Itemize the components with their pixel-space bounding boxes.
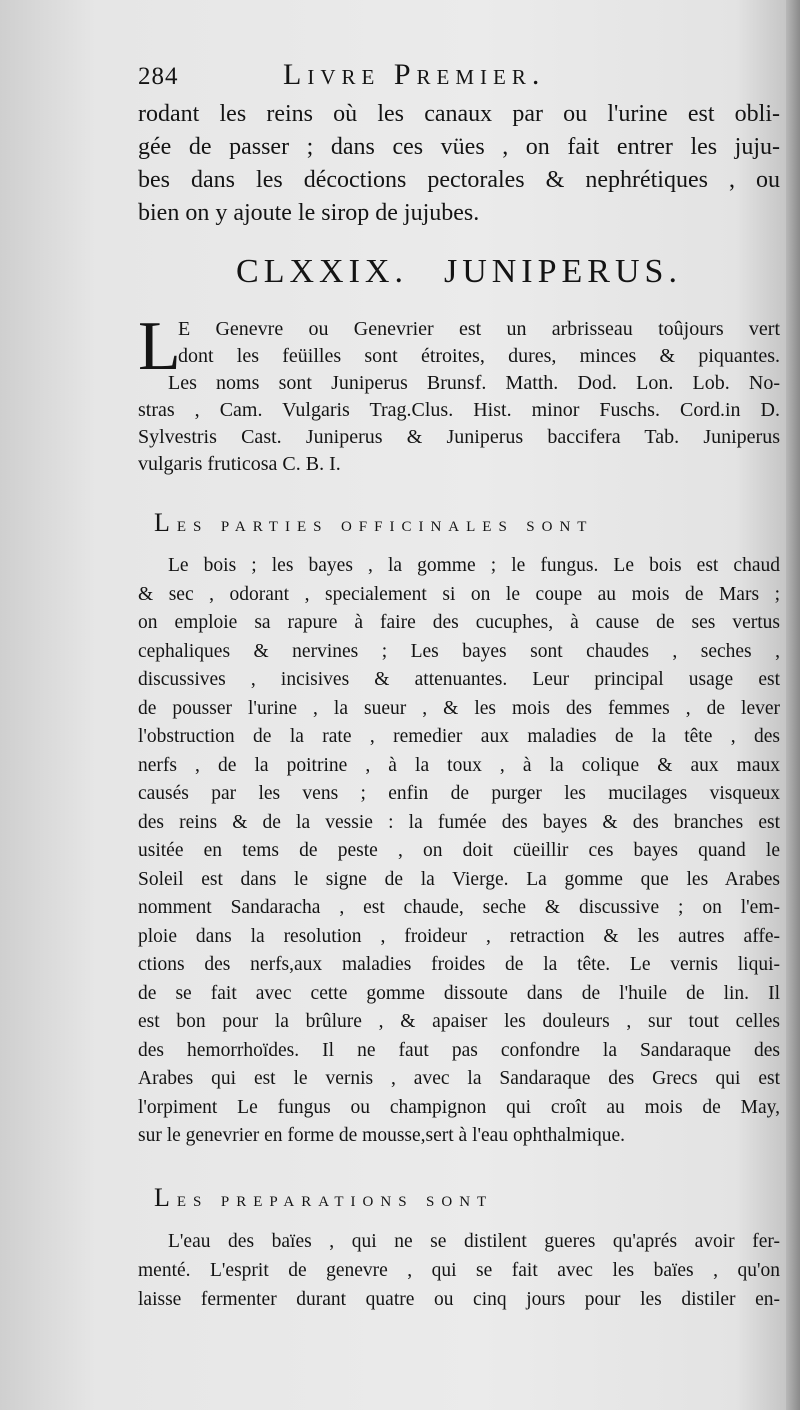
text-line: nomment Sandaracha , est chaude, seche & discussive ; on l'em-: [138, 897, 780, 918]
text-block: [138, 58, 780, 1314]
text-line: Sylvestris Cast. Juniperus & Juniperus baccifera Tab. Juniperus: [138, 426, 780, 448]
text-line: rodant les reins où les canaux par ou l'urine est obli-: [138, 101, 780, 127]
text-line: des reins & de la vessie : la fumée des bayes & des branches est: [138, 811, 780, 833]
chapter-number: CLXXIX.: [236, 253, 408, 290]
text-line: sur le genevrier en forme de mousse,sert à l'eau ophthalmique.: [138, 1125, 626, 1146]
section-heading: [138, 1169, 780, 1227]
section-heading-initial: L: [154, 1182, 177, 1212]
running-head: [138, 58, 780, 98]
section-heading-text: es parties officinales sont: [176, 511, 594, 536]
text-line: ploie dans la resolution , froideur , retraction & les autres affe-: [138, 925, 780, 947]
section-heading-initial: L: [154, 508, 177, 537]
text-line: menté. L'esprit de genevre , qui se fait avec les baïes , qu'on: [138, 1259, 780, 1281]
text-line: dont les feüilles sont étroites, dures, minces & piquantes.: [178, 345, 780, 367]
section-heading-text: es preparations sont: [176, 1185, 494, 1211]
description-paragraph: [138, 308, 780, 478]
text-line: discussives , incisives & attenuantes. Leur principal usage est: [138, 669, 780, 690]
text-line: L'eau des baïes , qui ne se distilent gueres qu'aprés avoir fer-: [168, 1230, 780, 1252]
page-edge-shadow: [786, 0, 800, 1410]
text-line: Soleil est dans le signe de la Vierge. La gomme que les Arabes: [138, 868, 780, 890]
text-line: E Genevre ou Genevrier est un arbrisseau toûjours vert: [178, 318, 780, 340]
text-line: on emploie sa rapure à faire des cucuphes, à cause de ses vertus: [138, 612, 780, 633]
text-line: cephaliques & nervines ; Les bayes sont chaudes , seches ,: [138, 640, 780, 662]
text-line: l'orpiment Le fungus ou champignon qui croît au mois de May,: [138, 1096, 780, 1118]
text-line: ctions des nerfs,aux maladies froides de la tête. Le vernis liqui-: [138, 954, 780, 975]
text-line: vulgaris fruticosa C. B. I.: [138, 453, 341, 475]
text-line: Le bois ; les bayes , la gomme ; le fungus. Le bois est chaud: [168, 555, 780, 576]
text-line: l'obstruction de la rate , remedier aux maladies de la tête , des: [138, 726, 780, 747]
text-line: bien on y ajoute le sirop de jujubes.: [138, 200, 480, 226]
text-line: gée de passer ; dans ces vües , on fait entrer les juju-: [138, 134, 780, 160]
text-line: de pousser l'urine , la sueur , & les mois des femmes , de lever: [138, 697, 780, 719]
intro-paragraph: [138, 98, 780, 230]
text-line: nerfs , de la poitrine , à la toux , à la colique & aux maux: [138, 754, 780, 776]
officinal-parts-paragraph: [138, 552, 780, 1151]
preparations-paragraph: [138, 1227, 780, 1314]
text-line: causés par les vens ; enfin de purger les mucilages visqueux: [138, 783, 780, 804]
text-line: des hemorrhoïdes. Il ne faut pas confondre la Sandaraque des: [138, 1039, 780, 1061]
text-line: stras , Cam. Vulgaris Trag.Clus. Hist. minor Fuschs. Cord.in D.: [138, 399, 780, 421]
text-line: Les noms sont Juniperus Brunsf. Matth. Dod. Lon. Lob. No-: [168, 372, 780, 394]
text-line: laisse fermenter durant quatre ou cinq jours pour les distiler en-: [138, 1288, 780, 1310]
text-line: de se fait avec cette gomme dissoute dans de l'huile de lin. Il: [138, 982, 780, 1004]
drop-cap: L: [138, 308, 181, 385]
chapter-heading: [138, 236, 780, 308]
text-line: Arabes qui est le vernis , avec la Sandaraque des Grecs qui est: [138, 1068, 780, 1089]
page-number: 284: [138, 63, 179, 90]
text-line: bes dans les décoctions pectorales & nephrétiques , ou: [138, 167, 780, 193]
text-line: usitée en tems de peste , on doit cüeillir ces bayes quand le: [138, 840, 780, 861]
chapter-title: JUNIPERUS.: [443, 253, 682, 290]
running-title: Livre Premier.: [283, 58, 546, 91]
text-line: est bon pour la brûlure , & apaiser les douleurs , sur tout celles: [138, 1011, 780, 1032]
section-heading: [138, 494, 780, 552]
text-line: & sec , odorant , specialement si on le coupe au mois de Mars ;: [138, 583, 780, 605]
